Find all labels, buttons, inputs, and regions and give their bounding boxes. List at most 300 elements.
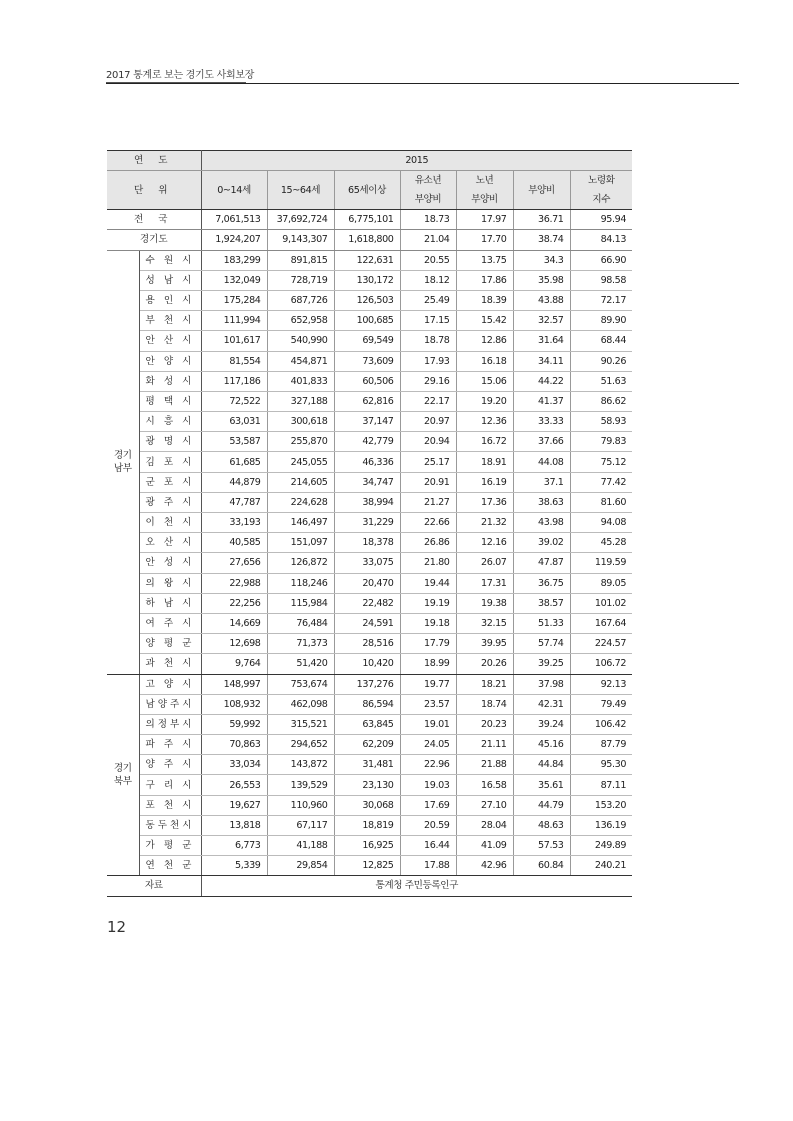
cell-value: 33,034 (201, 755, 267, 775)
cell-value: 126,503 (334, 290, 400, 310)
col-header-aging-index: 노령화 지수 (570, 171, 632, 210)
row-name: 성 남 시 (139, 270, 201, 290)
cell-value: 44.79 (513, 795, 570, 815)
year-label: 연 도 (107, 151, 201, 171)
cell-value: 57.53 (513, 836, 570, 856)
cell-value: 35.61 (513, 775, 570, 795)
cell-value: 73,609 (334, 351, 400, 371)
cell-value: 34,747 (334, 472, 400, 492)
row-name: 하 남 시 (139, 593, 201, 613)
cell-value: 34.11 (513, 351, 570, 371)
year-header-row (107, 151, 632, 171)
table-row (107, 250, 632, 270)
population-dependency-table (107, 150, 632, 897)
year-value: 2015 (201, 151, 632, 171)
cell-value: 12.36 (456, 412, 513, 432)
cell-value: 891,815 (267, 250, 334, 270)
cell-value: 61,685 (201, 452, 267, 472)
cell-value: 37.1 (513, 472, 570, 492)
row-name: 양 평 군 (139, 634, 201, 654)
cell-value: 126,872 (267, 553, 334, 573)
row-name: 의정부시 (139, 714, 201, 734)
cell-value: 1,618,800 (334, 230, 400, 250)
page-number: 12 (107, 918, 127, 936)
cell-value: 12,825 (334, 856, 400, 876)
cell-value: 100,685 (334, 311, 400, 331)
cell-value: 6,773 (201, 836, 267, 856)
cell-value: 26.07 (456, 553, 513, 573)
cell-value: 12,698 (201, 634, 267, 654)
cell-value: 20.59 (400, 815, 456, 835)
cell-value: 10,420 (334, 654, 400, 674)
col-header-age-0-14: 0~14세 (201, 171, 267, 210)
cell-value: 249.89 (570, 836, 632, 856)
table-row (107, 573, 632, 593)
cell-value: 69,549 (334, 331, 400, 351)
cell-value: 22.66 (400, 513, 456, 533)
row-name: 전 국 (107, 210, 201, 230)
cell-value: 14,669 (201, 613, 267, 633)
cell-value: 75.12 (570, 452, 632, 472)
row-name: 동두천시 (139, 815, 201, 835)
row-name: 광 주 시 (139, 492, 201, 512)
cell-value: 540,990 (267, 331, 334, 351)
row-name: 안 성 시 (139, 553, 201, 573)
cell-value: 12.16 (456, 533, 513, 553)
cell-value: 43.88 (513, 290, 570, 310)
cell-value: 39.02 (513, 533, 570, 553)
table-row (107, 593, 632, 613)
cell-value: 45.16 (513, 735, 570, 755)
cell-value: 26,553 (201, 775, 267, 795)
row-name: 포 천 시 (139, 795, 201, 815)
row-name: 평 택 시 (139, 391, 201, 411)
cell-value: 92.13 (570, 674, 632, 694)
row-name: 안 산 시 (139, 331, 201, 351)
cell-value: 401,833 (267, 371, 334, 391)
table-row (107, 371, 632, 391)
row-name: 여 주 시 (139, 613, 201, 633)
cell-value: 101.02 (570, 593, 632, 613)
cell-value: 16.19 (456, 472, 513, 492)
cell-value: 60,506 (334, 371, 400, 391)
cell-value: 33,075 (334, 553, 400, 573)
cell-value: 224,628 (267, 492, 334, 512)
cell-value: 139,529 (267, 775, 334, 795)
cell-value: 81,554 (201, 351, 267, 371)
cell-value: 63,031 (201, 412, 267, 432)
row-name: 의 왕 시 (139, 573, 201, 593)
cell-value: 20.26 (456, 654, 513, 674)
cell-value: 21.11 (456, 735, 513, 755)
table-row (107, 432, 632, 452)
cell-value: 175,284 (201, 290, 267, 310)
cell-value: 118,246 (267, 573, 334, 593)
cell-value: 51,420 (267, 654, 334, 674)
cell-value: 37,147 (334, 412, 400, 432)
cell-value: 148,997 (201, 674, 267, 694)
cell-value: 214,605 (267, 472, 334, 492)
cell-value: 151,097 (267, 533, 334, 553)
summary-row (107, 210, 632, 230)
cell-value: 29.16 (400, 371, 456, 391)
cell-value: 315,521 (267, 714, 334, 734)
cell-value: 44.22 (513, 371, 570, 391)
table-row (107, 331, 632, 351)
cell-value: 17.79 (400, 634, 456, 654)
cell-value: 45.28 (570, 533, 632, 553)
cell-value: 111,994 (201, 311, 267, 331)
cell-value: 31,481 (334, 755, 400, 775)
cell-value: 38.57 (513, 593, 570, 613)
source-row (107, 876, 632, 896)
cell-value: 24,591 (334, 613, 400, 633)
cell-value: 38.74 (513, 230, 570, 250)
cell-value: 62,209 (334, 735, 400, 755)
cell-value: 255,870 (267, 432, 334, 452)
cell-value: 27.10 (456, 795, 513, 815)
cell-value: 98.58 (570, 270, 632, 290)
cell-value: 39.25 (513, 654, 570, 674)
cell-value: 28,516 (334, 634, 400, 654)
cell-value: 39.24 (513, 714, 570, 734)
cell-value: 89.05 (570, 573, 632, 593)
cell-value: 122,631 (334, 250, 400, 270)
cell-value: 26.86 (400, 533, 456, 553)
cell-value: 106.42 (570, 714, 632, 734)
cell-value: 300,618 (267, 412, 334, 432)
cell-value: 51.63 (570, 371, 632, 391)
cell-value: 36.75 (513, 573, 570, 593)
cell-value: 110,960 (267, 795, 334, 815)
cell-value: 95.94 (570, 210, 632, 230)
cell-value: 18.99 (400, 654, 456, 674)
row-name: 김 포 시 (139, 452, 201, 472)
row-name: 남양주시 (139, 694, 201, 714)
cell-value: 19.01 (400, 714, 456, 734)
table-row (107, 452, 632, 472)
cell-value: 43.98 (513, 513, 570, 533)
source-text: 통계청 주민등록인구 (201, 876, 632, 896)
cell-value: 62,816 (334, 391, 400, 411)
cell-value: 94.08 (570, 513, 632, 533)
cell-value: 5,339 (201, 856, 267, 876)
table-row (107, 472, 632, 492)
col-header-age-15-64: 15~64세 (267, 171, 334, 210)
cell-value: 143,872 (267, 755, 334, 775)
cell-value: 90.26 (570, 351, 632, 371)
cell-value: 132,049 (201, 270, 267, 290)
cell-value: 18.12 (400, 270, 456, 290)
table-row (107, 351, 632, 371)
cell-value: 19.20 (456, 391, 513, 411)
cell-value: 48.63 (513, 815, 570, 835)
cell-value: 9,764 (201, 654, 267, 674)
cell-value: 66.90 (570, 250, 632, 270)
cell-value: 18.91 (456, 452, 513, 472)
cell-value: 28.04 (456, 815, 513, 835)
table-row (107, 714, 632, 734)
row-name: 용 인 시 (139, 290, 201, 310)
cell-value: 40,585 (201, 533, 267, 553)
cell-value: 20.55 (400, 250, 456, 270)
cell-value: 21.88 (456, 755, 513, 775)
table-row (107, 755, 632, 775)
cell-value: 15.42 (456, 311, 513, 331)
cell-value: 19.19 (400, 593, 456, 613)
table-row (107, 533, 632, 553)
cell-value: 53,587 (201, 432, 267, 452)
cell-value: 167.64 (570, 613, 632, 633)
cell-value: 57.74 (513, 634, 570, 654)
cell-value: 17.88 (400, 856, 456, 876)
cell-value: 6,775,101 (334, 210, 400, 230)
table-row (107, 735, 632, 755)
cell-value: 19,627 (201, 795, 267, 815)
cell-value: 59,992 (201, 714, 267, 734)
col-header-age-65-plus: 65세이상 (334, 171, 400, 210)
cell-value: 34.3 (513, 250, 570, 270)
cell-value: 23,130 (334, 775, 400, 795)
cell-value: 462,098 (267, 694, 334, 714)
cell-value: 33,193 (201, 513, 267, 533)
cell-value: 20.94 (400, 432, 456, 452)
cell-value: 753,674 (267, 674, 334, 694)
cell-value: 72,522 (201, 391, 267, 411)
cell-value: 454,871 (267, 351, 334, 371)
row-name: 양 주 시 (139, 755, 201, 775)
cell-value: 30,068 (334, 795, 400, 815)
cell-value: 18.74 (456, 694, 513, 714)
row-name: 고 양 시 (139, 674, 201, 694)
cell-value: 89.90 (570, 311, 632, 331)
cell-value: 17.70 (456, 230, 513, 250)
cell-value: 76,484 (267, 613, 334, 633)
cell-value: 86.62 (570, 391, 632, 411)
cell-value: 17.31 (456, 573, 513, 593)
cell-value: 153.20 (570, 795, 632, 815)
cell-value: 51.33 (513, 613, 570, 633)
cell-value: 79.49 (570, 694, 632, 714)
table-row (107, 634, 632, 654)
table-row (107, 290, 632, 310)
row-name: 구 리 시 (139, 775, 201, 795)
cell-value: 44.84 (513, 755, 570, 775)
cell-value: 33.33 (513, 412, 570, 432)
cell-value: 9,143,307 (267, 230, 334, 250)
cell-value: 17.97 (456, 210, 513, 230)
cell-value: 22.96 (400, 755, 456, 775)
region-label: 경기 북부 (107, 674, 139, 876)
cell-value: 23.57 (400, 694, 456, 714)
row-name: 경기도 (107, 230, 201, 250)
cell-value: 13.75 (456, 250, 513, 270)
row-name: 수 원 시 (139, 250, 201, 270)
cell-value: 245,055 (267, 452, 334, 472)
cell-value: 146,497 (267, 513, 334, 533)
row-name: 가 평 군 (139, 836, 201, 856)
cell-value: 18,378 (334, 533, 400, 553)
row-name: 안 양 시 (139, 351, 201, 371)
cell-value: 18.78 (400, 331, 456, 351)
cell-value: 39.95 (456, 634, 513, 654)
running-header-title: 2017 통계로 보는 경기도 사회보장 (106, 70, 255, 81)
cell-value: 19.38 (456, 593, 513, 613)
cell-value: 20.23 (456, 714, 513, 734)
cell-value: 16.18 (456, 351, 513, 371)
cell-value: 17.15 (400, 311, 456, 331)
summary-row (107, 230, 632, 250)
cell-value: 18,819 (334, 815, 400, 835)
cell-value: 31,229 (334, 513, 400, 533)
cell-value: 115,984 (267, 593, 334, 613)
cell-value: 18.21 (456, 674, 513, 694)
cell-value: 47,787 (201, 492, 267, 512)
cell-value: 25.49 (400, 290, 456, 310)
cell-value: 32.15 (456, 613, 513, 633)
cell-value: 38,994 (334, 492, 400, 512)
table-row (107, 412, 632, 432)
cell-value: 22.17 (400, 391, 456, 411)
table-row (107, 856, 632, 876)
cell-value: 136.19 (570, 815, 632, 835)
cell-value: 13,818 (201, 815, 267, 835)
row-name: 오 산 시 (139, 533, 201, 553)
row-name: 화 성 시 (139, 371, 201, 391)
cell-value: 106.72 (570, 654, 632, 674)
cell-value: 652,958 (267, 311, 334, 331)
cell-value: 17.86 (456, 270, 513, 290)
cell-value: 42.31 (513, 694, 570, 714)
table-row (107, 391, 632, 411)
cell-value: 21.04 (400, 230, 456, 250)
cell-value: 95.30 (570, 755, 632, 775)
cell-value: 16,925 (334, 836, 400, 856)
cell-value: 79.83 (570, 432, 632, 452)
cell-value: 71,373 (267, 634, 334, 654)
cell-value: 87.11 (570, 775, 632, 795)
cell-value: 37.98 (513, 674, 570, 694)
row-name: 부 천 시 (139, 311, 201, 331)
header-rule (106, 83, 739, 84)
cell-value: 41.09 (456, 836, 513, 856)
column-header-row (107, 171, 632, 210)
cell-value: 130,172 (334, 270, 400, 290)
table-row (107, 270, 632, 290)
table-row (107, 654, 632, 674)
row-name: 파 주 시 (139, 735, 201, 755)
source-label: 자료 (107, 876, 201, 896)
cell-value: 29,854 (267, 856, 334, 876)
table-row (107, 775, 632, 795)
cell-value: 42,779 (334, 432, 400, 452)
cell-value: 19.03 (400, 775, 456, 795)
table-row (107, 513, 632, 533)
table-row (107, 311, 632, 331)
table-row (107, 836, 632, 856)
cell-value: 19.44 (400, 573, 456, 593)
cell-value: 70,863 (201, 735, 267, 755)
row-name: 군 포 시 (139, 472, 201, 492)
cell-value: 27,656 (201, 553, 267, 573)
cell-value: 16.44 (400, 836, 456, 856)
cell-value: 24.05 (400, 735, 456, 755)
cell-value: 44,879 (201, 472, 267, 492)
cell-value: 87.79 (570, 735, 632, 755)
cell-value: 18.73 (400, 210, 456, 230)
table-row (107, 795, 632, 815)
table-row (107, 674, 632, 694)
row-name: 이 천 시 (139, 513, 201, 533)
cell-value: 21.80 (400, 553, 456, 573)
cell-value: 42.96 (456, 856, 513, 876)
cell-value: 16.58 (456, 775, 513, 795)
cell-value: 17.69 (400, 795, 456, 815)
cell-value: 327,188 (267, 391, 334, 411)
cell-value: 17.93 (400, 351, 456, 371)
cell-value: 117,186 (201, 371, 267, 391)
cell-value: 1,924,207 (201, 230, 267, 250)
cell-value: 41,188 (267, 836, 334, 856)
table-row (107, 553, 632, 573)
table-row (107, 815, 632, 835)
cell-value: 20,470 (334, 573, 400, 593)
cell-value: 108,932 (201, 694, 267, 714)
cell-value: 20.91 (400, 472, 456, 492)
cell-value: 15.06 (456, 371, 513, 391)
cell-value: 294,652 (267, 735, 334, 755)
cell-value: 12.86 (456, 331, 513, 351)
cell-value: 20.97 (400, 412, 456, 432)
cell-value: 687,726 (267, 290, 334, 310)
cell-value: 19.18 (400, 613, 456, 633)
cell-value: 101,617 (201, 331, 267, 351)
cell-value: 22,256 (201, 593, 267, 613)
cell-value: 21.32 (456, 513, 513, 533)
cell-value: 36.71 (513, 210, 570, 230)
cell-value: 37.66 (513, 432, 570, 452)
row-name: 과 천 시 (139, 654, 201, 674)
cell-value: 137,276 (334, 674, 400, 694)
col-header-dependency-ratio: 부양비 (513, 171, 570, 210)
cell-value: 728,719 (267, 270, 334, 290)
cell-value: 77.42 (570, 472, 632, 492)
cell-value: 35.98 (513, 270, 570, 290)
cell-value: 47.87 (513, 553, 570, 573)
cell-value: 68.44 (570, 331, 632, 351)
cell-value: 37,692,724 (267, 210, 334, 230)
cell-value: 32.57 (513, 311, 570, 331)
cell-value: 22,988 (201, 573, 267, 593)
cell-value: 21.27 (400, 492, 456, 512)
cell-value: 183,299 (201, 250, 267, 270)
cell-value: 63,845 (334, 714, 400, 734)
row-name: 시 흥 시 (139, 412, 201, 432)
cell-value: 72.17 (570, 290, 632, 310)
cell-value: 38.63 (513, 492, 570, 512)
cell-value: 46,336 (334, 452, 400, 472)
cell-value: 119.59 (570, 553, 632, 573)
col-header-old-age-dependency: 노년 부양비 (456, 171, 513, 210)
row-name: 광 명 시 (139, 432, 201, 452)
region-label: 경기 남부 (107, 250, 139, 674)
cell-value: 41.37 (513, 391, 570, 411)
cell-value: 84.13 (570, 230, 632, 250)
cell-value: 31.64 (513, 331, 570, 351)
cell-value: 16.72 (456, 432, 513, 452)
row-name: 연 천 군 (139, 856, 201, 876)
cell-value: 67,117 (267, 815, 334, 835)
